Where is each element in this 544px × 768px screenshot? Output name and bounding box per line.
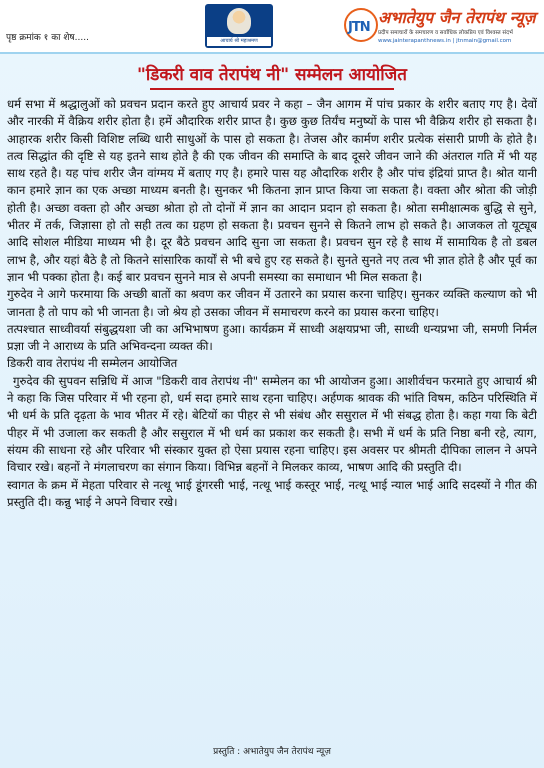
paragraph: स्वागत के क्रम में मेहता परिवार से नत्थू भाई डूंगरसी भाई, नत्थू भाई कस्तूर भाई, नत्थू भाई न्याल भाई आदि सदस्यों ने गीत की प्रस्तुति दी। कन्नु भाई ने अपने विचार रखे। — [7, 477, 537, 509]
article-headline: "डिकरी वाव तेरापंथ नी" सम्मेलन आयोजित — [137, 65, 407, 85]
headline-underline — [150, 88, 394, 90]
portrait-icon — [227, 8, 251, 34]
footer-credit: प्रस्तुति : अभातेयुप जैन तेरापंथ न्यूज़ — [213, 747, 331, 757]
acharya-logo-caption: आचार्य श्री महाश्रमण — [207, 37, 271, 46]
acharya-logo — [205, 4, 273, 48]
page-continuation-note: पृष्ठ क्रमांक १ का शेष..... — [6, 33, 89, 43]
brand-website[interactable]: www.jainterapanthnews.in | jtnmain@gmail.com — [378, 38, 512, 44]
brand-title: अभातेयुप जैन तेरापंथ न्यूज़ — [378, 8, 536, 27]
logo-letters: JTN — [348, 20, 370, 35]
paragraph: तत्पश्चात साध्वीवर्या संबुद्धयशा जी का अभिभाषण हुआ। कार्यक्रम में साध्वी अक्षयप्रभा जी, साध्वी धन्यप्रभा जी, समणी निर्मल प्रज्ञा जी ने आराध्य के प्रति अभिवन्दना व्यक्त की। — [7, 321, 537, 354]
paragraph: धर्म सभा में श्रद्धालुओं को प्रवचन प्रदान करते हुए आचार्य प्रवर ने कहा – जैन आगम में पांच प्रकार के शरीर बताए गए है। देवों और नारकी में वैक्रिय शरीर होता है। हमें औदारिक शरीर प्राप्त है। कुछ कुछ तिर्यंच मनुष्यों के पास भी वैक्रिय शरीर हो सकता है। आहारक शरीर किसी विशिष्ट लब्धि धारी साधुओं के पास हो सकता है। तेजस और कार्मण शरीर प्रत्येक संसारी प्राणी के होते है। तत्व सिद्धांत की दृष्टि से यह इतने साथ होते है की एक जीवन की समाप्ति के बाद दूसरे जीवन जाने की अंतराल गति में भी यह साथ रहते है। यह पांच शरीर जैन वांग्मय में बताए गए है। हमारे पास यह औदारिक शरीर है और पांच इंद्रियां प्राप्त है। श्रोत यानी कान हमारे ज्ञान का एक अच्छा माध्यम बनती है। सुनकर भी कितना ज्ञान प्राप्त किया जा सकता है। वक्ता और श्रोता की जोड़ी होती है। अच्छा वक्ता हो और अच्छा श्रोता हो तो दोनों में ज्ञान का आदान प्रदान हो सकता है। श्रोता समीक्षात्मक बुद्धि से सुने, भीतर में तर्क, जिज्ञासा हो तो सही तत्व का ग्रहण हो सकता है। प्रवचन सुनने से कितने लाभ हो सकते है। आजकल तो यूट्यूब आदि सोशल मीडिया माध्यम भी है। दूर बैठे प्रवचन आदि सुना जा सकता है। प्रवचन सुन रहे है साथ में सामायिक है तो डबल लाभ है, और यहां बैठे है तो कितने सांसारिक कार्यों से भी बचे हुए रह सकते है। सुनते सुनते नए तत्व भी ज्ञात होते है और पूर्व का ज्ञान भी पक्का होता है। कई बार प्रवचन सुनने मात्र से अपनी समस्या का समाधान भी मिल सकता है। — [7, 97, 537, 284]
paragraph: गुरुदेव की सुपवन सन्निधि में आज "डिकरी वाव तेरापंथ नी" सम्मेलन का भी आयोजन हुआ। आशीर्वचन फरमाते हुए आचार्य श्री ने कहा कि जिस परिवार में भी रहना हो, धर्म सदा हमारे साथ रहना चाहिए। अर्हणक श्रावक की भांति विषम, कठिन परिस्थिति में भी धर्म के प्रति दृढ़ता के भाव भीतर में रहे। बेटियों का पीहर से भी संबंध और ससुराल में भी संबद्ध होता है। कहा गया कि बेटी पीहर में भी उजाला कर सकती है और ससुराल में भी धर्म का प्रकाश कर सकती है। सभी में धर्म के प्रति निष्ठा बनी रहे, त्याग, संयम की साधना रहे और परिवार भी संस्कार युक्त हो ऐसा प्रयास रहना चाहिए। इस अवसर पर श्रीमती दीपिका लालन ने अपने विचार रखे। बहनों ने मंगलाचरण का संगान किया। विभिन्न बहनों ने मिलकर काव्य, भाषण आदि की प्रस्तुति दी। — [7, 373, 537, 475]
jtn-logo-icon — [344, 8, 376, 40]
subheading: डिकरी वाव तेरापंथ नी सम्मेलन आयोजित — [7, 356, 178, 371]
paragraph: गुरुदेव ने आगे फरमाया कि अच्छी बातों का श्रवण कर जीवन में उतारने का प्रयास करना चाहिए। सुनकर व्यक्ति कल्याण को भी जानता है तो पाप को भी जानता है। जो श्रेय हो उसका जीवन में समाचरण करने का प्रयास करना चाहिए। — [7, 287, 537, 319]
brand-tagline: प्रदीप समाचारों के समचारण व सर्वाधिक लोकप्रिय एवं विश्वस्त संदर्भ — [378, 30, 513, 36]
article-body — [7, 96, 537, 738]
header — [0, 0, 544, 54]
